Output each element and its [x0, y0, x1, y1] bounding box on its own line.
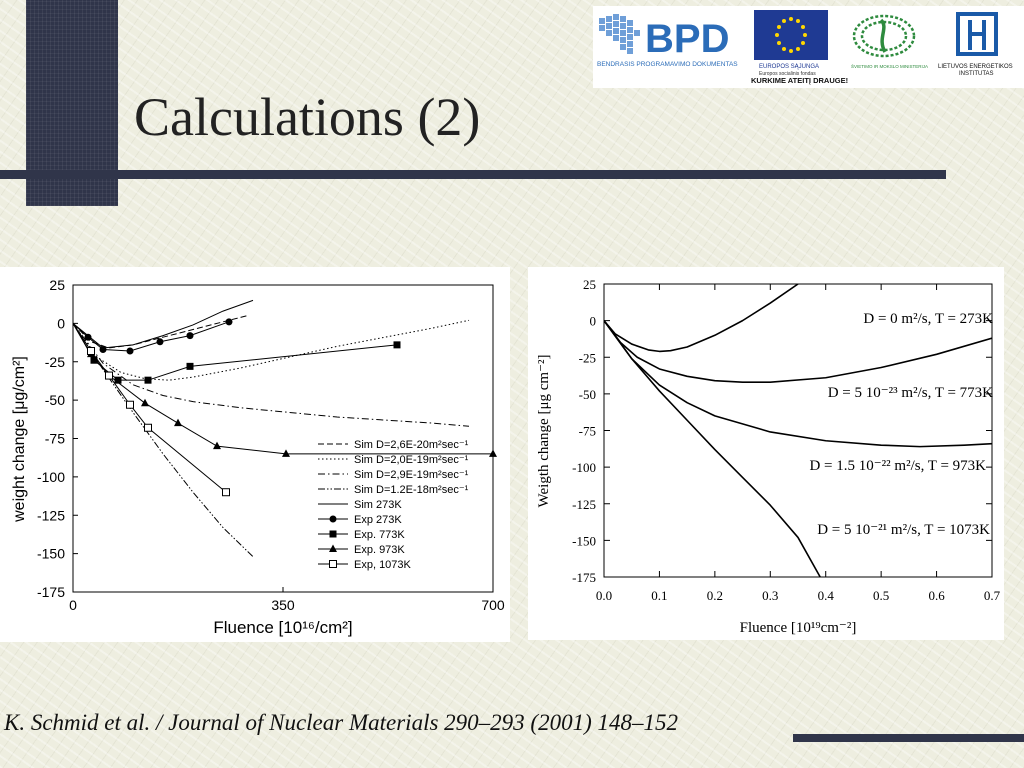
- series-line-6: [73, 323, 397, 380]
- y-axis-label: Weigth change [μg cm⁻²]: [536, 354, 552, 508]
- data-point: [145, 424, 152, 431]
- data-point: [106, 372, 113, 379]
- y-tick-label: -50: [44, 392, 65, 409]
- legend-marker: [330, 561, 337, 568]
- data-point: [489, 449, 497, 457]
- y-tick-label: 0: [589, 313, 596, 329]
- slide-title: Calculations (2): [134, 87, 481, 147]
- legend-entry: Exp 273K: [354, 514, 402, 526]
- x-tick-label: 0: [69, 597, 77, 613]
- data-point: [127, 401, 134, 408]
- series-line-5: [73, 322, 229, 351]
- legend-marker: [330, 531, 337, 538]
- y-tick-label: -175: [36, 584, 65, 600]
- chart-right-svg: [528, 267, 1004, 640]
- y-axis-label: weight change [μg/cm²]: [11, 356, 28, 522]
- x-tick-label: 0.1: [651, 588, 668, 603]
- data-point: [85, 334, 92, 341]
- data-point: [100, 346, 107, 353]
- lei-logo: [938, 14, 1013, 77]
- lei-caption-2: INSTITUTAS: [959, 71, 994, 77]
- data-point: [157, 338, 164, 345]
- y-tick-label: -125: [572, 496, 596, 512]
- chart-panel-left: [0, 267, 510, 642]
- curve-label: D = 5 10⁻²³ m²/s, T = 773K: [827, 385, 993, 401]
- bpd-logo: [597, 14, 738, 68]
- legend-entry: Sim 273K: [354, 499, 402, 511]
- citation: K. Schmid et al. / Journal of Nuclear Materials 290–293 (2001) 148–152: [4, 710, 678, 735]
- y-tick-label: -125: [36, 507, 65, 524]
- x-tick-label: 0.6: [928, 588, 945, 603]
- y-tick-label: -75: [44, 430, 65, 447]
- ministry-caption: ŠVIETIMO IR MOKSLO MINISTERIJA: [851, 64, 929, 69]
- y-tick-label: -150: [572, 533, 596, 549]
- y-tick-label: 0: [57, 315, 65, 332]
- eu-caption-1: EUROPOS SĄJUNGA: [759, 64, 820, 70]
- x-tick-label: 0.7: [983, 588, 1001, 603]
- legend-entry: Exp. 773K: [354, 529, 405, 541]
- y-tick-label: 25: [49, 277, 65, 293]
- data-point: [145, 377, 152, 384]
- data-point: [141, 399, 149, 407]
- lei-emblem-icon: [958, 14, 996, 54]
- logo-strip: [593, 6, 1024, 88]
- curve-label: D = 1.5 10⁻²² m²/s, T = 973K: [809, 458, 986, 474]
- chart-panel-right: [528, 267, 1004, 640]
- y-tick-label: -100: [36, 468, 65, 485]
- legend-entry: Exp, 1073K: [354, 559, 411, 571]
- eu-caption-2: Europos socialinis fondas: [759, 71, 816, 77]
- data-point: [174, 419, 182, 427]
- bpd-wordmark: BPD: [645, 17, 730, 61]
- eu-logo: [751, 10, 848, 85]
- series-line-0: [604, 284, 798, 351]
- data-point: [127, 348, 134, 355]
- x-tick-label: 350: [271, 597, 295, 613]
- x-tick-label: 0.0: [595, 588, 613, 603]
- legend-entry: Sim D=2,6E-20m²sec⁻¹: [354, 439, 469, 451]
- y-tick-label: -25: [44, 353, 65, 370]
- series-line-8: [73, 323, 226, 492]
- y-tick-label: -75: [578, 423, 596, 439]
- series-line-3: [604, 321, 820, 577]
- series-line-2: [604, 321, 992, 447]
- legend-entry: Sim D=2,0E-19m²sec⁻¹: [354, 454, 469, 466]
- title-rule: [0, 170, 946, 179]
- data-point: [187, 332, 194, 339]
- y-tick-label: -100: [572, 460, 596, 476]
- lei-caption-1: LIETUVOS ENERGETIKOS: [938, 64, 1013, 70]
- x-axis-label: Fluence [10¹⁹cm⁻²]: [739, 620, 857, 636]
- x-tick-label: 0.2: [706, 588, 723, 603]
- legend-marker: [330, 516, 337, 523]
- lithuania-map-icon: [599, 14, 640, 54]
- footer-rule: [793, 734, 1024, 742]
- data-point: [223, 489, 230, 496]
- x-tick-label: 0.3: [762, 588, 779, 603]
- y-tick-label: -175: [572, 570, 596, 585]
- ministry-emblem-icon: [854, 16, 914, 56]
- data-point: [187, 363, 194, 370]
- eu-slogan: KURKIME ATEITĮ DRAUGE!: [751, 76, 849, 85]
- ministry-logo: [851, 16, 928, 69]
- series-line-7: [73, 323, 493, 453]
- legend-entry: Sim D=1.2E-18m²sec⁻¹: [354, 484, 469, 496]
- y-tick-label: -25: [578, 350, 596, 366]
- chart-left-svg: [0, 267, 510, 642]
- data-point: [213, 442, 221, 450]
- legend-entry: Sim D=2,9E-19m²sec⁻¹: [354, 469, 469, 481]
- data-point: [88, 348, 95, 355]
- x-tick-label: 700: [481, 597, 505, 613]
- y-tick-label: 25: [583, 277, 596, 292]
- legend-entry: Exp. 973K: [354, 544, 405, 556]
- x-tick-label: 0.5: [873, 588, 890, 603]
- curve-label: D = 5 10⁻²¹ m²/s, T = 1073K: [817, 522, 990, 538]
- legend-marker: [329, 545, 337, 553]
- y-tick-label: -150: [36, 545, 65, 562]
- x-axis-label: Fluence [10¹⁶/cm²]: [213, 618, 353, 637]
- x-tick-label: 0.4: [817, 588, 834, 603]
- y-tick-label: -50: [578, 386, 596, 402]
- data-point: [226, 318, 233, 325]
- curve-label: D = 0 m²/s, T = 273K: [863, 311, 993, 327]
- data-point: [394, 341, 401, 348]
- bpd-caption: BENDRASIS PROGRAMAVIMO DOKUMENTAS: [597, 61, 738, 68]
